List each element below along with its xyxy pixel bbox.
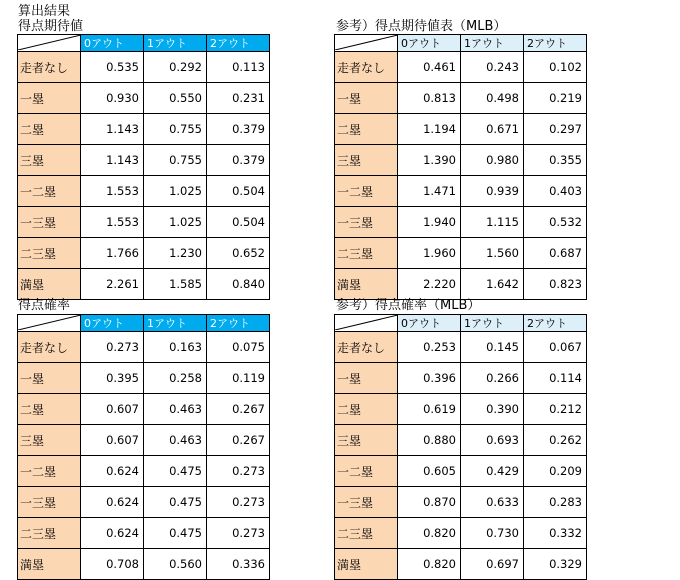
value-cell: 1.143: [81, 145, 144, 176]
value-cell: 0.119: [207, 363, 270, 394]
row-label: 一三塁: [18, 207, 81, 238]
table-row: [18, 549, 270, 580]
value-cell: 0.475: [144, 456, 207, 487]
row-label: 一二塁: [18, 176, 81, 207]
value-cell: 0.266: [461, 363, 524, 394]
row-label: 三塁: [18, 145, 81, 176]
table-row: [335, 332, 587, 363]
table-row: [335, 549, 587, 580]
value-cell: 0.939: [461, 176, 524, 207]
value-cell: 0.114: [524, 363, 587, 394]
row-label: 一二塁: [335, 456, 398, 487]
value-cell: 0.329: [524, 549, 587, 580]
header-row: [18, 35, 270, 52]
value-cell: 0.243: [461, 52, 524, 83]
table-row: [18, 332, 270, 363]
table-row: [18, 145, 270, 176]
row-label: 一塁: [18, 83, 81, 114]
header-cell: 1アウト: [461, 35, 524, 52]
header-cell: 0アウト: [81, 315, 144, 332]
table-row: [18, 394, 270, 425]
value-cell: 0.463: [144, 425, 207, 456]
row-label: 満塁: [335, 549, 398, 580]
row-label: 二塁: [335, 114, 398, 145]
header-cell: 1アウト: [461, 315, 524, 332]
value-cell: 0.163: [144, 332, 207, 363]
value-cell: 2.220: [398, 269, 461, 300]
value-cell: 0.273: [81, 332, 144, 363]
value-cell: 1.560: [461, 238, 524, 269]
value-cell: 1.230: [144, 238, 207, 269]
value-cell: 0.075: [207, 332, 270, 363]
value-cell: 0.498: [461, 83, 524, 114]
value-cell: 2.261: [81, 269, 144, 300]
table-row: [335, 518, 587, 549]
table-row: [18, 114, 270, 145]
value-cell: 0.633: [461, 487, 524, 518]
value-cell: 0.067: [524, 332, 587, 363]
table-title: 得点確率: [18, 298, 71, 313]
value-cell: 0.262: [524, 425, 587, 456]
value-cell: 1.642: [461, 269, 524, 300]
row-label: 一二塁: [18, 456, 81, 487]
corner-cell: [18, 315, 81, 332]
value-cell: 0.755: [144, 145, 207, 176]
header-cell: 0アウト: [398, 315, 461, 332]
value-cell: 1.585: [144, 269, 207, 300]
value-cell: 0.823: [524, 269, 587, 300]
expected-runs-table: [17, 34, 270, 300]
value-cell: 1.390: [398, 145, 461, 176]
value-cell: 0.605: [398, 456, 461, 487]
value-cell: 0.813: [398, 83, 461, 114]
table-row: [18, 207, 270, 238]
value-cell: 0.930: [81, 83, 144, 114]
corner-cell: [335, 35, 398, 52]
value-cell: 0.840: [207, 269, 270, 300]
table-row: [335, 487, 587, 518]
value-cell: 0.475: [144, 518, 207, 549]
value-cell: 0.532: [524, 207, 587, 238]
diagonal-line-icon: [18, 315, 81, 330]
corner-cell: [18, 35, 81, 52]
header-row: [18, 315, 270, 332]
row-label: 一二塁: [335, 176, 398, 207]
table-row: [335, 145, 587, 176]
header-cell: 2アウト: [207, 35, 270, 52]
value-cell: 0.870: [398, 487, 461, 518]
value-cell: 0.102: [524, 52, 587, 83]
value-cell: 1.766: [81, 238, 144, 269]
row-label: 二三塁: [18, 518, 81, 549]
value-cell: 0.253: [398, 332, 461, 363]
row-label: 一三塁: [335, 487, 398, 518]
table-row: [18, 487, 270, 518]
value-cell: 0.504: [207, 176, 270, 207]
value-cell: 0.379: [207, 114, 270, 145]
row-label: 二三塁: [335, 518, 398, 549]
value-cell: 1.025: [144, 207, 207, 238]
value-cell: 0.730: [461, 518, 524, 549]
table-row: [335, 114, 587, 145]
header-cell: 2アウト: [207, 315, 270, 332]
value-cell: 0.693: [461, 425, 524, 456]
value-cell: 0.292: [144, 52, 207, 83]
value-cell: 0.607: [81, 425, 144, 456]
value-cell: 0.273: [207, 487, 270, 518]
value-cell: 0.231: [207, 83, 270, 114]
value-cell: 0.395: [81, 363, 144, 394]
value-cell: 0.273: [207, 518, 270, 549]
value-cell: 0.504: [207, 207, 270, 238]
value-cell: 0.403: [524, 176, 587, 207]
value-cell: 0.463: [144, 394, 207, 425]
scoring-probability-table: [17, 314, 270, 580]
table-row: [335, 83, 587, 114]
value-cell: 0.624: [81, 487, 144, 518]
value-cell: 0.535: [81, 52, 144, 83]
table-row: [18, 456, 270, 487]
value-cell: 0.283: [524, 487, 587, 518]
row-label: 二塁: [18, 114, 81, 145]
table-row: [335, 238, 587, 269]
value-cell: 1.940: [398, 207, 461, 238]
value-cell: 0.297: [524, 114, 587, 145]
row-label: 満塁: [18, 549, 81, 580]
table-row: [335, 425, 587, 456]
table-row: [18, 363, 270, 394]
header-cell: 1アウト: [144, 315, 207, 332]
table-title: 参考）得点期待値表（MLB）: [336, 19, 507, 34]
table-row: [18, 425, 270, 456]
table-row: [335, 456, 587, 487]
diagonal-line-icon: [335, 35, 398, 50]
value-cell: 0.113: [207, 52, 270, 83]
value-cell: 0.708: [81, 549, 144, 580]
row-label: 一三塁: [18, 487, 81, 518]
value-cell: 0.355: [524, 145, 587, 176]
header-row: [335, 35, 587, 52]
row-label: 走者なし: [18, 52, 81, 83]
value-cell: 0.390: [461, 394, 524, 425]
table-row: [18, 83, 270, 114]
row-label: 三塁: [18, 425, 81, 456]
row-label: 走者なし: [335, 332, 398, 363]
table-row: [18, 238, 270, 269]
value-cell: 0.379: [207, 145, 270, 176]
value-cell: 0.607: [81, 394, 144, 425]
value-cell: 0.652: [207, 238, 270, 269]
row-label: 一塁: [335, 83, 398, 114]
row-label: 満塁: [335, 269, 398, 300]
header-cell: 1アウト: [144, 35, 207, 52]
table-row: [18, 176, 270, 207]
header-cell: 2アウト: [524, 35, 587, 52]
value-cell: 1.471: [398, 176, 461, 207]
header-cell: 0アウト: [81, 35, 144, 52]
value-cell: 0.671: [461, 114, 524, 145]
value-cell: 1.960: [398, 238, 461, 269]
header-row: [335, 315, 587, 332]
value-cell: 0.267: [207, 425, 270, 456]
row-label: 満塁: [18, 269, 81, 300]
mlb-scoring-probability-table: [334, 314, 587, 580]
value-cell: 0.820: [398, 518, 461, 549]
value-cell: 0.475: [144, 487, 207, 518]
row-label: 三塁: [335, 145, 398, 176]
diagonal-line-icon: [18, 35, 81, 50]
table-row: [335, 52, 587, 83]
value-cell: 0.145: [461, 332, 524, 363]
mlb-expected-runs-table: [334, 34, 587, 300]
table-title: 得点期待値: [18, 19, 84, 34]
value-cell: 0.273: [207, 456, 270, 487]
row-label: 二塁: [18, 394, 81, 425]
value-cell: 0.258: [144, 363, 207, 394]
table-row: [335, 176, 587, 207]
value-cell: 0.219: [524, 83, 587, 114]
value-cell: 0.624: [81, 518, 144, 549]
header-cell: 2アウト: [524, 315, 587, 332]
table-title: 参考）得点確率（MLB）: [336, 298, 481, 313]
row-label: 一塁: [335, 363, 398, 394]
table-row: [18, 269, 270, 300]
value-cell: 1.553: [81, 207, 144, 238]
value-cell: 0.267: [207, 394, 270, 425]
value-cell: 0.396: [398, 363, 461, 394]
value-cell: 0.820: [398, 549, 461, 580]
value-cell: 0.619: [398, 394, 461, 425]
value-cell: 1.025: [144, 176, 207, 207]
value-cell: 0.697: [461, 549, 524, 580]
row-label: 一塁: [18, 363, 81, 394]
value-cell: 0.755: [144, 114, 207, 145]
table-row: [335, 394, 587, 425]
value-cell: 0.332: [524, 518, 587, 549]
value-cell: 0.880: [398, 425, 461, 456]
header-cell: 0アウト: [398, 35, 461, 52]
table-row: [18, 52, 270, 83]
value-cell: 0.209: [524, 456, 587, 487]
table-row: [335, 269, 587, 300]
value-cell: 1.115: [461, 207, 524, 238]
value-cell: 0.980: [461, 145, 524, 176]
value-cell: 0.461: [398, 52, 461, 83]
diagonal-line-icon: [335, 315, 398, 330]
value-cell: 0.560: [144, 549, 207, 580]
row-label: 一三塁: [335, 207, 398, 238]
table-row: [18, 518, 270, 549]
value-cell: 0.336: [207, 549, 270, 580]
corner-cell: [335, 315, 398, 332]
row-label: 走者なし: [18, 332, 81, 363]
row-label: 二塁: [335, 394, 398, 425]
value-cell: 1.143: [81, 114, 144, 145]
value-cell: 1.194: [398, 114, 461, 145]
value-cell: 0.429: [461, 456, 524, 487]
value-cell: 0.624: [81, 456, 144, 487]
table-row: [335, 363, 587, 394]
row-label: 二三塁: [18, 238, 81, 269]
row-label: 走者なし: [335, 52, 398, 83]
section-title: 算出結果: [18, 4, 71, 19]
row-label: 三塁: [335, 425, 398, 456]
row-label: 二三塁: [335, 238, 398, 269]
value-cell: 0.212: [524, 394, 587, 425]
value-cell: 1.553: [81, 176, 144, 207]
value-cell: 0.687: [524, 238, 587, 269]
value-cell: 0.550: [144, 83, 207, 114]
table-row: [335, 207, 587, 238]
